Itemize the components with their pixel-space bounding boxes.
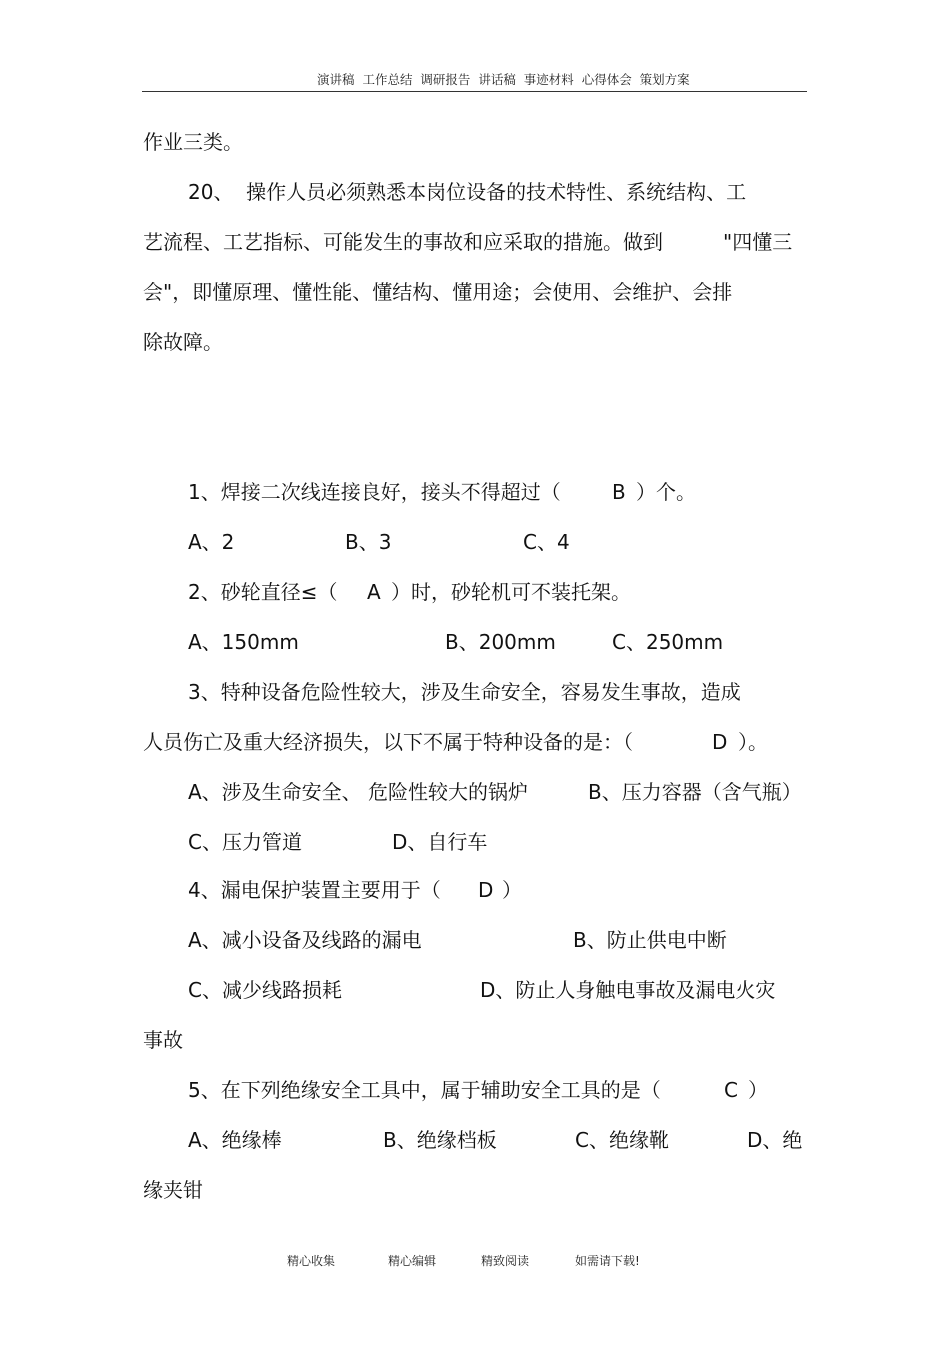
option-c: C、4 bbox=[523, 530, 570, 554]
text-line: 艺流程、工艺指标、可能发生的事故和应采取的措施。做到 bbox=[143, 230, 663, 254]
footer-item: 如需请下载! bbox=[575, 1254, 640, 1268]
option-d-continued: 缘夹钳 bbox=[143, 1178, 203, 1202]
option-a: A、减小设备及线路的漏电 bbox=[188, 928, 422, 952]
question-2: 2、砂轮直径≤（ bbox=[188, 580, 338, 604]
question-1: 1、焊接二次线连接良好，接头不得超过（ bbox=[188, 480, 561, 504]
option-d: D、自行车 bbox=[392, 830, 488, 854]
option-d-continued: 事故 bbox=[143, 1028, 183, 1052]
question-3-answer: D bbox=[712, 730, 728, 754]
question-5-end: ） bbox=[748, 1078, 768, 1102]
footer-item: 精心编辑 bbox=[388, 1254, 437, 1268]
option-a: A、150mm bbox=[188, 630, 299, 654]
question-3-line-2: 人员伤亡及重大经济损失，以下不属于特种设备的是：（ bbox=[143, 730, 633, 754]
option-c: C、绝缘靴 bbox=[575, 1128, 669, 1152]
text-line: 作业三类。 bbox=[143, 130, 243, 154]
question-4-end: ） bbox=[502, 878, 522, 902]
question-1-end: ）个。 bbox=[636, 480, 696, 504]
option-c: C、压力管道 bbox=[188, 830, 302, 854]
question-3-end: ）。 bbox=[738, 730, 768, 754]
option-a: A、绝缘棒 bbox=[188, 1128, 282, 1152]
header-rule bbox=[142, 91, 807, 92]
option-a: A、涉及生命安全、 危险性较大的锅炉 bbox=[188, 780, 529, 804]
option-c: C、减少线路损耗 bbox=[188, 978, 342, 1002]
document-header: 演讲稿 工作总结 调研报告 讲话稿 事迹材料 心得体会 策划方案 bbox=[317, 72, 690, 87]
footer-item: 精致阅读 bbox=[481, 1254, 530, 1268]
footer-item: 精心收集 bbox=[287, 1254, 336, 1268]
option-b: B、压力容器（含气瓶） bbox=[588, 780, 802, 804]
question-4-answer: D bbox=[478, 878, 494, 902]
option-d: D、防止人身触电事故及漏电火灾 bbox=[480, 978, 776, 1002]
option-b: B、200mm bbox=[445, 630, 556, 654]
option-d: D、绝 bbox=[747, 1128, 803, 1152]
option-b: B、绝缘档板 bbox=[383, 1128, 497, 1152]
question-2-end: ）时，砂轮机可不装托架。 bbox=[391, 580, 631, 604]
question-5-answer: C bbox=[724, 1078, 738, 1102]
question-4: 4、漏电保护装置主要用于（ bbox=[188, 878, 441, 902]
text-line: 除故障。 bbox=[143, 330, 223, 354]
question-5: 5、在下列绝缘安全工具中，属于辅助安全工具的是（ bbox=[188, 1078, 661, 1102]
question-1-answer: B bbox=[612, 480, 626, 504]
option-a: A、2 bbox=[188, 530, 235, 554]
text-line: 20、 操作人员必须熟悉本岗位设备的技术特性、系统结构、工 bbox=[188, 180, 747, 204]
option-b: B、防止供电中断 bbox=[573, 928, 727, 952]
question-3: 3、特种设备危险性较大，涉及生命安全，容易发生事故，造成 bbox=[188, 680, 741, 704]
option-b: B、3 bbox=[345, 530, 392, 554]
text-line: "四懂三 bbox=[723, 230, 793, 254]
option-c: C、250mm bbox=[612, 630, 724, 654]
question-2-answer: A bbox=[367, 580, 381, 604]
text-line: 会"，即懂原理、懂性能、懂结构、懂用途；会使用、会维护、会排 bbox=[143, 280, 733, 304]
